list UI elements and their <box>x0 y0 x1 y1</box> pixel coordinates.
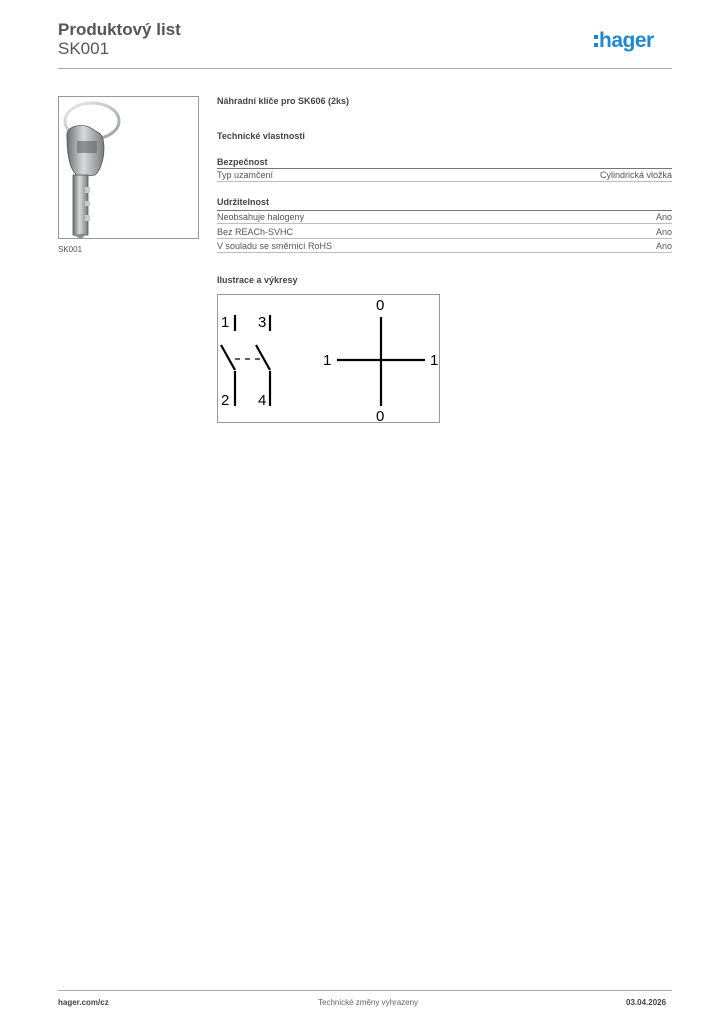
spec-row <box>217 240 672 253</box>
contact-schematic <box>218 295 441 424</box>
footer-divider <box>58 990 672 991</box>
footer-date: 03.04.2026 <box>626 998 667 1007</box>
group-heading-sustainability: Udržitelnost <box>217 197 270 207</box>
spec-value: Cylindrická vložka <box>599 170 672 180</box>
spec-value: Ano <box>655 241 672 251</box>
spec-row <box>217 211 672 224</box>
specs-heading: Technické vlastnosti <box>217 131 305 141</box>
hager-logo <box>593 26 675 56</box>
image-caption: SK001 <box>58 245 83 254</box>
terminal-2-label: 2 <box>221 392 230 409</box>
spec-value: Ano <box>655 212 672 222</box>
drawings-heading: Ilustrace a výkresy <box>217 275 298 285</box>
product-image <box>58 96 199 239</box>
position-bottom-label: 0 <box>376 408 385 424</box>
terminal-4-label: 4 <box>258 392 267 409</box>
logo-text: hager <box>599 29 654 52</box>
spec-label: V souladu se směrnicí RoHS <box>217 241 333 251</box>
document-title: Produktový list <box>58 20 181 39</box>
spec-label: Typ uzamčení <box>217 170 274 180</box>
header-divider <box>58 68 672 69</box>
product-name: Náhradní klíče pro SK606 (2ks) <box>217 96 350 106</box>
terminal-1-label: 1 <box>221 314 230 331</box>
footer-disclaimer: Technické změny vyhrazeny <box>318 998 419 1007</box>
group-heading-safety: Bezpečnost <box>217 157 268 167</box>
position-left-label: 1 <box>323 352 332 369</box>
spec-label: Bez REACh-SVHC <box>217 227 294 237</box>
footer-website: hager.com/cz <box>58 998 109 1007</box>
position-right-label: 1 <box>430 352 439 369</box>
spec-row <box>217 226 672 239</box>
terminal-3-label: 3 <box>258 314 267 331</box>
spec-row <box>217 169 672 182</box>
product-code: SK001 <box>58 39 110 58</box>
key-icon <box>59 97 199 239</box>
spec-label: Neobsahuje halogeny <box>217 212 305 222</box>
switch-diagram <box>217 294 440 423</box>
spec-value: Ano <box>655 227 672 237</box>
position-top-label: 0 <box>376 297 385 314</box>
